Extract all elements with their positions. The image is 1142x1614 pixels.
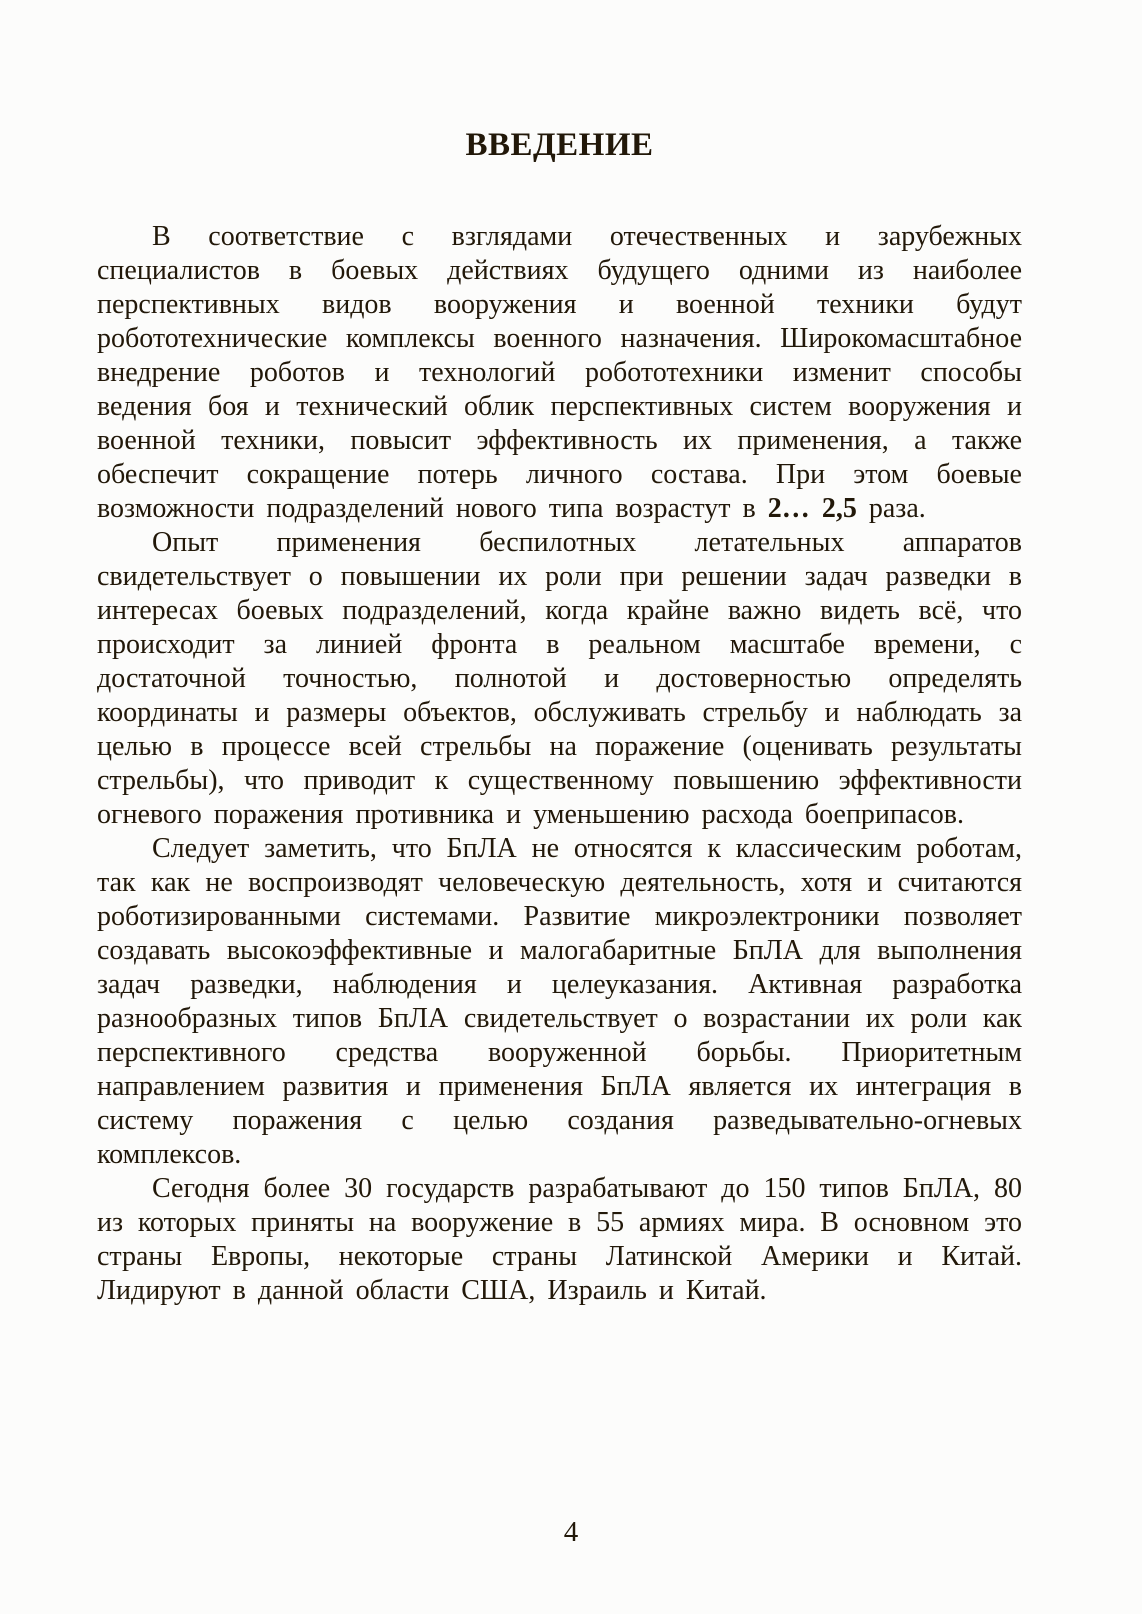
page-content [97, 220, 1022, 1308]
paragraph-1-text-after: раза. [856, 493, 926, 524]
paragraph-2: Опыт применения беспилотных летательных аппаратов свидетельствует о повышении их роли при решении задач разведки в интересах боевых подразделений, когда крайне важно видеть всё, что происходит за линией фронта в реальном масштабе времени, с достаточной точностью, полнотой и достоверностью определять координаты и размеры объектов, обслуживать стрельбу и наблюдать за целью в процессе всей стрельбы на поражение (оценивать результаты стрельбы), что приводит к существенному повышению эффективности огневого поражения противника и уменьшению расхода боеприпасов. [97, 527, 1022, 830]
paragraph-1 [97, 220, 1022, 526]
page-number: 4 [563, 1516, 579, 1548]
paragraph-1-text-before: В соответствие с взглядами отечественных и зарубежных специалистов в боевых действиях будущего одними из наиболее перспективных видов вооружения и военной техники будут робототехнические комплексы военного назначения. Широкомасштабное внедрение роботов и технологий робототехники изменит способы ведения боя и технический облик перспективных систем вооружения и военной техники, повысит эффективность их применения, а также обеспечит сокращение потерь личного состава. При этом боевые возможности подразделений нового типа возрастут в [97, 221, 1022, 524]
paragraph-1-bold-value: 2… 2,5 [767, 493, 857, 524]
paragraph-3: Следует заметить, что БпЛА не относятся к классическим роботам, так как не воспроизводят человеческую деятельность, хотя и считаются роботизированными системами. Развитие микроэлектроники позволяет создавать высокоэффективные и малогабаритные БпЛА для выполнения задач разведки, наблюдения и целеуказания. Активная разработка разнообразных типов БпЛА свидетельствует о возрастании их роли как перспективного средства вооруженной борьбы. Приоритетным направлением развития и применения БпЛА является их интеграция в систему поражения с целью создания разведывательно-огневых комплексов. [97, 833, 1022, 1170]
paragraph-4: Сегодня более 30 государств разрабатывают до 150 типов БпЛА, 80 из которых приняты на вооружение в 55 армиях мира. В основном это страны Европы, некоторые страны Латинской Америки и Китай. Лидируют в данной области США, Израиль и Китай. [97, 1173, 1022, 1306]
page-title: ВВЕДЕНИЕ [465, 127, 654, 163]
